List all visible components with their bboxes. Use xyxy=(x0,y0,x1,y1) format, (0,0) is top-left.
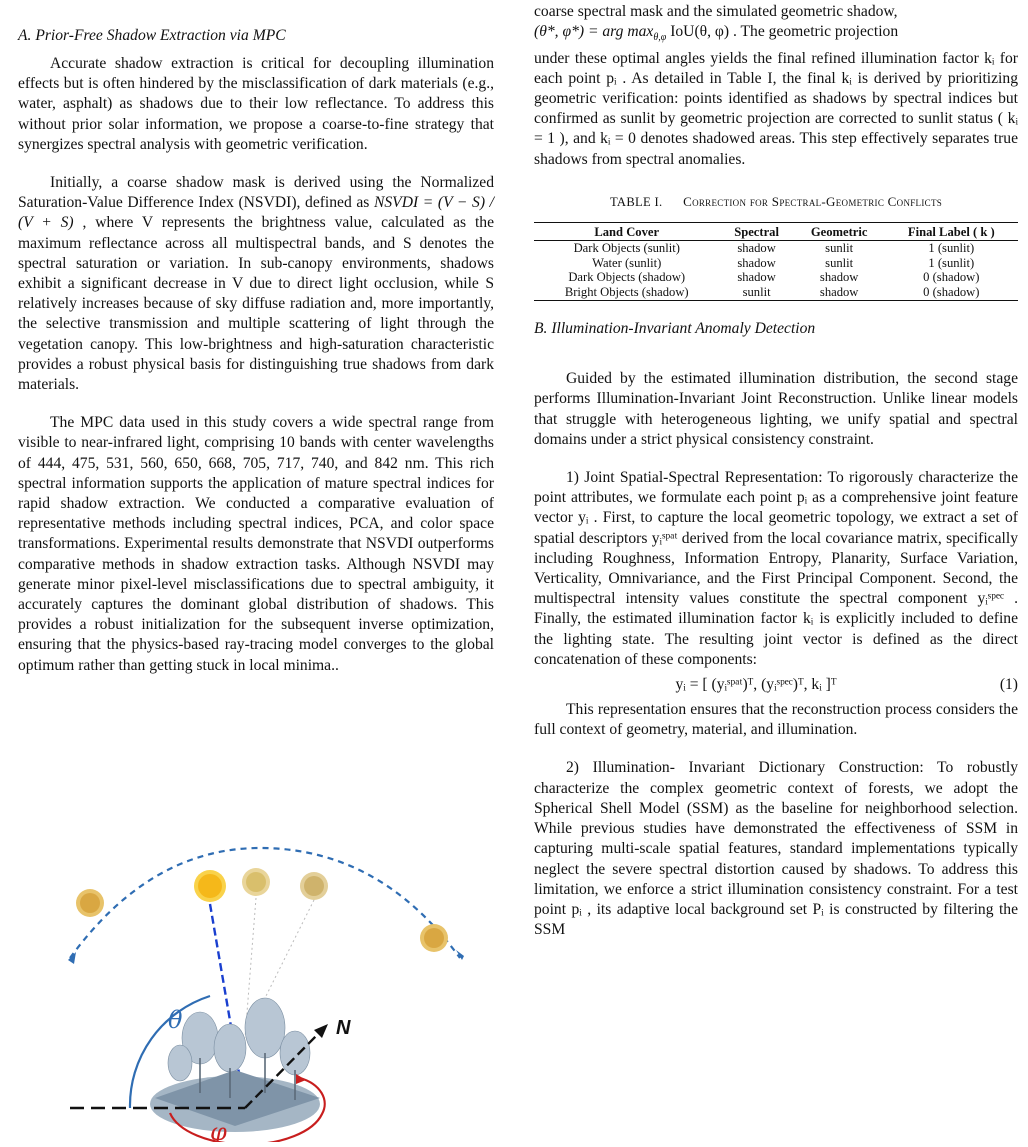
table-cell: shadow xyxy=(737,241,776,256)
table-cell: sunlit xyxy=(719,285,793,301)
nsvdi-equation: NSVDI = (V − S) / (V + S) xyxy=(18,194,494,232)
table-cell: 1 (sunlit) xyxy=(928,241,975,256)
section-b-title: B. Illumination-Invariant Anomaly Detection xyxy=(534,320,816,338)
paragraph-top-rest: under these optimal angles yields the final refined illumination factor kᵢ for each point pᵢ . As detailed in Table I, the final kᵢ is derived by prioritizing geometric verification: points identified as shadows by spectral indices but confirmed as sunlit by geometric projection are corrected to sunlit status ( kᵢ = 1 ), and kᵢ = 0 denotes shadowed areas. This step effectively separates true shadows from spectral anomalies. xyxy=(534,49,1018,168)
theta-label: θ xyxy=(168,1006,183,1034)
correction-table xyxy=(534,222,1018,302)
table-cell: 1 (sunlit) xyxy=(928,255,975,270)
sun-icon xyxy=(300,872,328,900)
paragraph-b4: 2) Illumination- Invariant Dictionary Construction: To robustly characterize the complex geometric context of forests, we adopt the Spherical Shell Model (SSM) as the baseline for neighborhood selection. While previous studies have demonstrated the effectiveness of SSM in capturing multi-scale spatial features, standard implementations typically neglect the severe spectral distortion caused by shadows. To address this limitation, we enforce a strict illumination consistency constraint. For a test point pᵢ , its adaptive local background set Pᵢ is constructed by filtering the SSM xyxy=(534,759,1018,939)
paragraph-b3: This representation ensures that the reconstruction process considers the full context of geometry, material, and illumination. xyxy=(534,701,1018,739)
table-header: Land Cover xyxy=(534,222,719,241)
table-label: TABLE I. xyxy=(609,194,663,209)
argmax-line: (θ*, φ*) = arg $\max_{\theta,\varphi} IoU(\theta$, φ) . The geometric projection xyxy=(534,23,899,44)
table-header: Final Label ( k ) xyxy=(885,222,1018,241)
sun-icon xyxy=(242,868,270,896)
sun-angle-figure xyxy=(60,808,480,1142)
table-row xyxy=(534,241,1018,256)
paragraph-a3: The MPC data used in this study covers a wide spectral range from visible to near-infrared light, comprising 10 bands with center wavelengths of 444, 475, 531, 560, 650, 668, 705, 717, 740, and 842 nm. This rich spectral information supports the application of mature spectral indices for rapid shadow extraction. We conducted a comparative evaluation of representative methods including spectral indices, PCA, and color space transformations. Experimental results demonstrate that NSVDI outperforms comparative methods in shadow extraction tasks. Although NSVDI may generate minor pixel-level misclassifications due to spectral ambiguity, it accurately captures the dominant global distribution of shadows. This provides a robust initialization for the subsequent inverse optimization, ensuring that the physics-based ray-tracing model converges to the global optimum rather than getting stuck in local minima.. xyxy=(18,414,494,674)
table-row xyxy=(534,270,1018,285)
table-cell: sunlit xyxy=(825,255,854,270)
paragraph-b1: Guided by the estimated illumination distribution, the second stage performs Illumination-Invariant Joint Reconstruction. Unlike linear models that struggle with heterogeneous lighting, we unify spatial and spectral domains under a strict physical consistency constraint. xyxy=(534,370,1018,448)
sun-icon xyxy=(194,870,226,902)
paragraph-a2: Initially, a coarse shadow mask is derived using the Normalized Saturation-Value Difference Index (NSVDI), defined as NSVDI = (V − S) / (V + S) , where V represents the brightness value, calculated as the maximum reflectance across all multispectral bands, and S denotes the spectral saturation or variation. In sub-canopy environments, shadows exhibit a significant decrease in V due to direct light occlusion, while S relatively increases because of sky diffuse radiation and, more importantly, the selective transmission and multiple scattering of light through the vegetation canopy. This low-brightness and high-saturation characteristic provides a robust physical basis for distinguishing true shadows from dark materials. xyxy=(18,174,494,394)
table-cell: Water (sunlit) xyxy=(592,255,662,270)
north-label: N xyxy=(336,1017,351,1039)
table-row xyxy=(534,285,1018,301)
table-header: Geometric xyxy=(794,222,885,241)
equation-number: (1) xyxy=(999,676,1018,694)
right-column xyxy=(534,0,1018,940)
sun-icon xyxy=(420,924,448,952)
sun-icon xyxy=(76,889,104,917)
table-cell: sunlit xyxy=(825,241,854,256)
paragraph-b2: 1) Joint Spatial-Spectral Representation: To rigorously characterize the point attributes, we formulate each point pᵢ as a comprehensive joint feature vector yᵢ . First, to capture the local geometric topology, we extract a set of spatial descriptors yᵢˢᵖᵃᵗ derived from the local covariance matrix, specifically including Roughness, Information Entropy, Planarity, Surface Variation, Verticality, Omnivariance, and the First Principal Component. Second, the multispectral intensity values constitute the spectral component yᵢˢᵖᵉᶜ . Finally, the estimated illumination factor kᵢ is explicitly included to define the lighting state. The resulting joint vector is defined as the direct concatenation of these components: xyxy=(534,469,1018,668)
table-cell: shadow xyxy=(794,285,885,301)
paragraph-a1: Accurate shadow extraction is critical for decoupling illumination effects but is often hindered by the misclassification of dark materials (e.g., water, asphalt) as shadows due to their low reflectance. To address this without prior solar information, we propose a coarse-to-fine strategy that synergizes spectral analysis with geometric verification. xyxy=(18,55,494,153)
table-cell: Dark Objects (sunlit) xyxy=(573,241,680,256)
table-cell: 0 (shadow) xyxy=(885,285,1018,301)
section-a-title: A. Prior-Free Shadow Extraction via MPC xyxy=(18,27,286,44)
equation-1 xyxy=(534,670,1018,700)
tree-cluster xyxy=(168,998,310,1081)
left-column xyxy=(18,0,494,676)
table-cell: 0 (shadow) xyxy=(923,270,980,285)
table-caption xyxy=(534,194,1018,210)
table-cell: Dark Objects (shadow) xyxy=(568,270,686,285)
table-header-row xyxy=(534,222,1018,241)
north-arrow-icon xyxy=(314,1024,328,1038)
table-cell: shadow xyxy=(819,270,859,285)
sun-path-arc xyxy=(70,848,460,958)
sun-angle-diagram xyxy=(60,808,480,1142)
table-row xyxy=(534,256,1018,271)
table-cell: Bright Objects (shadow) xyxy=(534,285,719,301)
paragraph-top-continued: coarse spectral mask and the simulated geometric shadow, xyxy=(534,3,898,20)
table-header: Spectral xyxy=(719,222,793,241)
phi-label: φ xyxy=(210,1118,227,1142)
table-cell: shadow xyxy=(737,270,776,285)
table-cell: shadow xyxy=(737,255,776,270)
table-title: Correction for Spectral-Geometric Conflicts xyxy=(683,193,943,209)
equation-body: yᵢ = [ (yᵢˢᵖᵃᵗ)ᵀ, (yᵢˢᵖᵉᶜ)ᵀ, kᵢ ]ᵀ xyxy=(675,676,837,694)
arc-arrow-right xyxy=(456,950,464,960)
